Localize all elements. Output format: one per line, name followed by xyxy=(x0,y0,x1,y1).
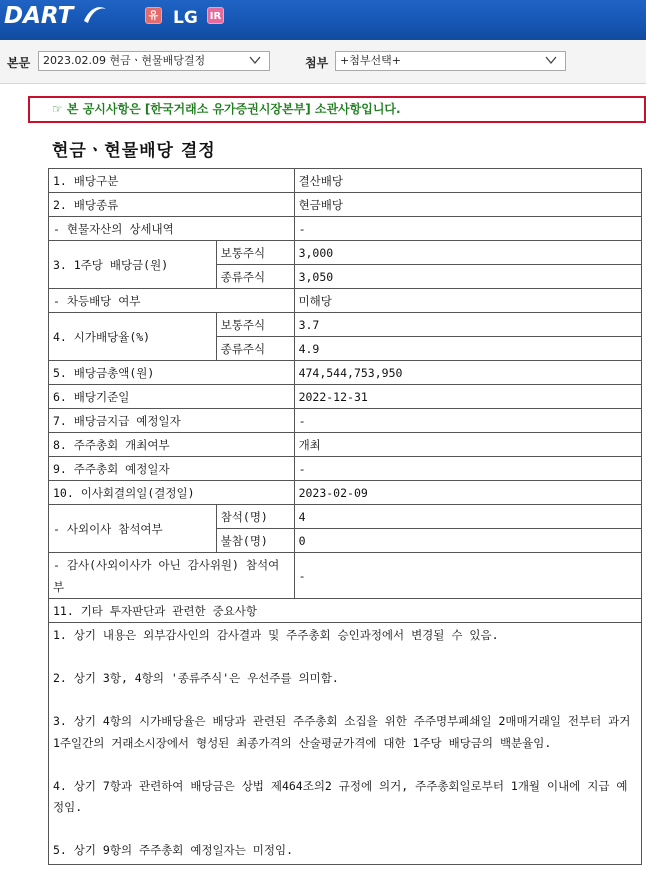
row-label: 6. 배당기준일 xyxy=(49,385,295,409)
table-row xyxy=(49,313,642,337)
row-value: 3,050 xyxy=(294,265,641,289)
table-row xyxy=(49,457,642,481)
main-doc-label: 본문 xyxy=(7,56,31,70)
row-sublabel: 종류주식 xyxy=(216,265,294,289)
document-toolbar xyxy=(0,40,646,84)
row-value: 4.9 xyxy=(294,337,641,361)
row-value: 현금배당 xyxy=(294,193,641,217)
remark-line xyxy=(53,819,637,841)
table-row xyxy=(49,289,642,313)
table-row xyxy=(49,553,642,599)
table-row xyxy=(49,481,642,505)
notice-banner: ☞ 본 공시사항은 [한국거래소 유가증권시장본부] 소관사항입니다. xyxy=(28,96,646,123)
row-label: 9. 주주총회 예정일자 xyxy=(49,457,295,481)
row-value: 3.7 xyxy=(294,313,641,337)
remark-line xyxy=(53,690,637,712)
remark-line: 4. 상기 7항과 관련하여 배당금은 상법 제464조의2 규정에 의거, 주주총회일로부터 1개월 이내에 지급 예정임. xyxy=(53,778,628,814)
row-label: 7. 배당금지급 예정일자 xyxy=(49,409,295,433)
table-row xyxy=(49,169,642,193)
row-value: - xyxy=(294,457,641,481)
chevron-down-icon xyxy=(249,56,261,65)
row-label: 8. 주주총회 개최여부 xyxy=(49,433,295,457)
row-label: 5. 배당금총액(원) xyxy=(49,361,295,385)
table-row xyxy=(49,409,642,433)
row-value: 미해당 xyxy=(294,289,641,313)
dart-logo[interactable]: DART xyxy=(4,3,74,29)
main-doc-select[interactable] xyxy=(38,51,270,71)
table-row xyxy=(49,623,642,865)
row-sublabel: 불참(명) xyxy=(216,529,294,553)
row-sublabel: 보통주식 xyxy=(216,241,294,265)
table-row xyxy=(49,505,642,529)
row-value: 0 xyxy=(294,529,641,553)
row-label: 2. 배당종류 xyxy=(49,193,295,217)
row-value: - xyxy=(294,409,641,433)
disclosure-table xyxy=(48,168,642,865)
row-value: 결산배당 xyxy=(294,169,641,193)
remark-line: 1. 상기 내용은 외부감사인의 감사결과 및 주주총회 승인과정에서 변경될 수 있음. xyxy=(53,628,499,642)
table-row xyxy=(49,217,642,241)
row-label: - 감사(사외이사가 아닌 감사위원) 참석여부 xyxy=(49,553,295,599)
row-value: - xyxy=(294,553,641,599)
row-value: 3,000 xyxy=(294,241,641,265)
row-label: 1. 배당구분 xyxy=(49,169,295,193)
attach-select[interactable] xyxy=(335,51,566,71)
remarks-cell xyxy=(49,623,642,865)
row-label: 3. 1주당 배당금(원) xyxy=(49,241,217,289)
remark-line: 2. 상기 3항, 4항의 '종류주식'은 우선주를 의미함. xyxy=(53,671,339,685)
row-label: 10. 이사회결의일(결정일) xyxy=(49,481,295,505)
row-value: 2023-02-09 xyxy=(294,481,641,505)
row-value: 4 xyxy=(294,505,641,529)
badge-ir[interactable]: IR xyxy=(207,7,224,24)
remark-line xyxy=(53,754,637,776)
row-value: - xyxy=(294,217,641,241)
top-header-bar xyxy=(0,0,646,40)
row-sublabel: 보통주식 xyxy=(216,313,294,337)
attach-select-value: +첨부선택+ xyxy=(340,54,401,67)
row-sublabel: 종류주식 xyxy=(216,337,294,361)
row-label: 4. 시가배당율(%) xyxy=(49,313,217,361)
table-row xyxy=(49,193,642,217)
row-sublabel: 참석(명) xyxy=(216,505,294,529)
chevron-down-icon xyxy=(545,56,557,65)
badge-yu[interactable]: 유 xyxy=(145,7,162,24)
table-row xyxy=(49,433,642,457)
row-value: 개최 xyxy=(294,433,641,457)
table-row xyxy=(49,241,642,265)
page-title: 현금ㆍ현물배당 결정 xyxy=(52,141,216,161)
remark-line: 5. 상기 9항의 주주총회 예정일자는 미정임. xyxy=(53,843,294,857)
remark-line xyxy=(53,647,637,669)
remark-line: 3. 상기 4항의 시가배당율은 배당과 관련된 주주총회 소집을 위한 주주명부폐쇄일 2매매거래일 전부터 과거 1주일간의 거래소시장에서 형성된 최종가격의 산술평균가격에 대한 1주당 배당금의 백분율임. xyxy=(53,714,631,750)
table-row xyxy=(49,361,642,385)
attach-label: 첨부 xyxy=(305,56,329,70)
row-label: 11. 기타 투자판단과 관련한 중요사항 xyxy=(49,599,642,623)
main-doc-select-value: 2023.02.09 현금ㆍ현물배당결정 xyxy=(43,54,206,67)
row-value: 474,544,753,950 xyxy=(294,361,641,385)
row-label: - 차등배당 여부 xyxy=(49,289,295,313)
logo-swoosh-icon xyxy=(82,3,108,25)
row-label: - 사외이사 참석여부 xyxy=(49,505,217,553)
row-label: - 현물자산의 상세내역 xyxy=(49,217,295,241)
company-name[interactable]: LG xyxy=(173,8,198,28)
row-value: 2022-12-31 xyxy=(294,385,641,409)
table-row xyxy=(49,599,642,623)
table-row xyxy=(49,385,642,409)
